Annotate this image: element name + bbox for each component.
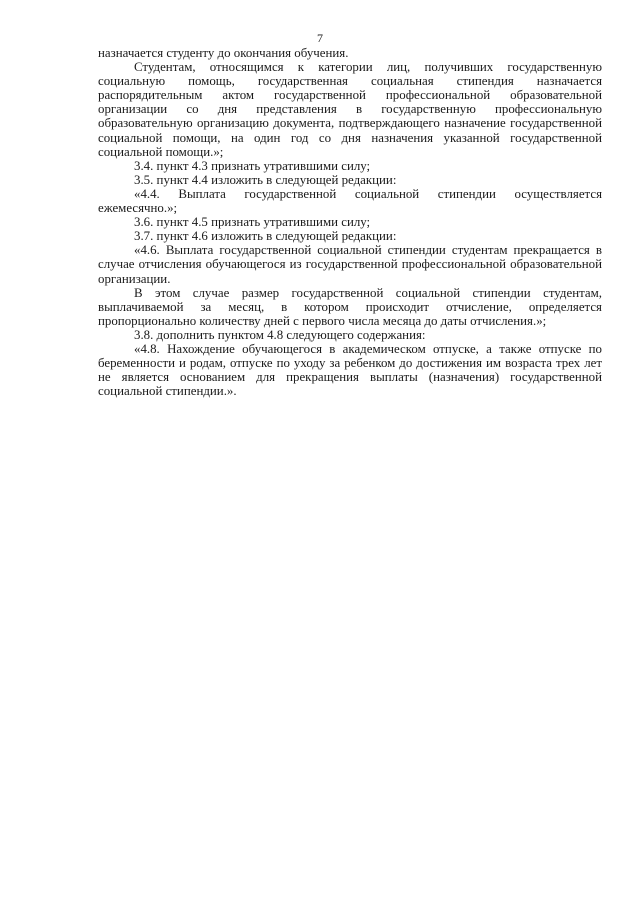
paragraph-clause-4-8: «4.8. Нахождение обучающегося в академическом отпуске, а также отпуске по беременности и родам, отпуске по уходу за ребенком до достижения им возраста трех лет не является основанием для прекращения выплаты (назначения) государственной социальной стипендии.». <box>98 341 602 399</box>
paragraph-continuation: назначается студенту до окончания обучения. <box>98 46 349 60</box>
page-number: 7 <box>317 31 323 45</box>
paragraph-item-3-7: 3.7. пункт 4.6 изложить в следующей редакции: <box>134 229 397 244</box>
paragraph-clause-4-6-continued: В этом случае размер государственной социальной стипендии студентам, выплачиваемой за месяц, в котором происходит отчисление, определяется пропорционально количеству дней с первого числа месяца до даты отчисления.»; <box>98 285 602 328</box>
paragraph-item-3-5: 3.5. пункт 4.4 изложить в следующей редакции: <box>134 172 397 187</box>
paragraph-item-3-8: 3.8. дополнить пунктом 4.8 следующего содержания: <box>134 327 426 342</box>
paragraph-item-3-4: 3.4. пункт 4.3 признать утратившими силу; <box>134 158 371 173</box>
paragraph-item-3-6: 3.6. пункт 4.5 признать утратившими силу; <box>134 215 371 230</box>
paragraph-clause-4-4: «4.4. Выплата государственной социальной стипендии осуществляется ежемесячно.»; <box>98 186 602 216</box>
paragraph-social-assistance: Студентам, относящимся к категории лиц, получивших государственную социальную помощь, государственная социальная стипендия назначается распорядительным актом государственной профессиональной образовательной организации со дня представления в государственную профессиональную образовательную организацию документа, подтверждающего назначение государственной социальной помощи, на один год со дня назначения указанной государственной социальной помощи.»; <box>98 60 602 159</box>
paragraph-clause-4-6: «4.6. Выплата государственной социальной стипендии студентам прекращается в случае отчисления обучающегося из государственной профессиональной образовательной организации. <box>98 243 602 286</box>
document-body <box>98 46 602 398</box>
